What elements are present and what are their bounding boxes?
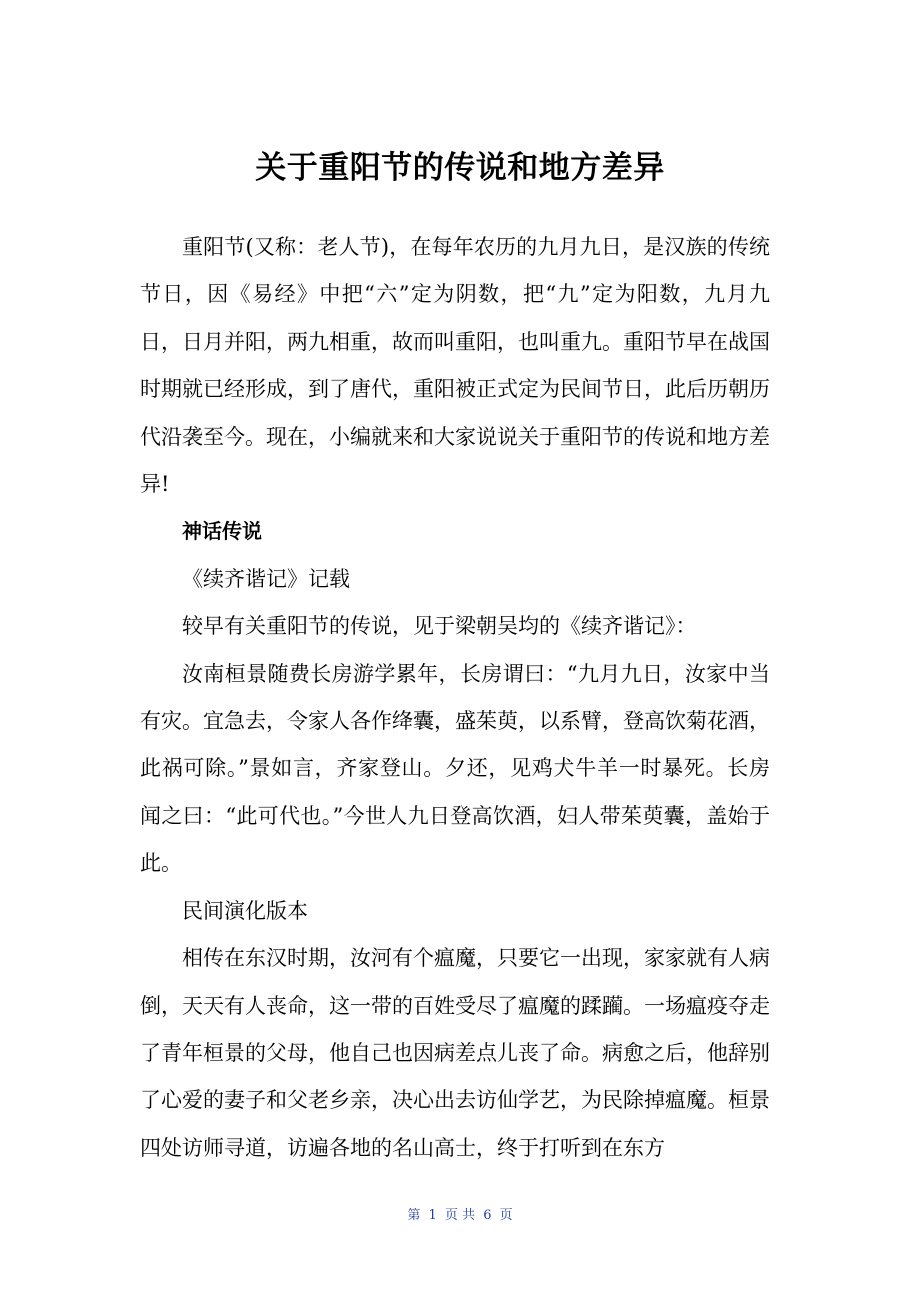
document-body <box>140 224 770 1172</box>
subsection-title-1: 《续齐谐记》记载 <box>182 566 350 591</box>
footer-suffix: 页 <box>499 1208 513 1223</box>
document-title: 关于重阳节的传说和地方差异 <box>255 150 665 186</box>
paragraph-1: 较早有关重阳节的传说，见于梁朝吴均的《续齐谐记》： <box>182 614 697 639</box>
current-page-number: 1 <box>428 1208 437 1223</box>
total-page-count: 6 <box>483 1208 492 1223</box>
intro-paragraph: 重阳节(又称：老人节)，在每年农历的九月九日，是汉族的传统节日，因《易经》中把“六”定为阴数，把“九”定为阳数，九月九日，日月并阳，两九相重，故而叫重阳，也叫重九。重阳节早在战国时期就已经形成，到了唐代，重阳被正式定为民间节日，此后历朝历代沿袭至今。现在，小编就来和大家说说关于重阳节的传说和地方差异! <box>140 235 770 497</box>
section-heading: 神话传说 <box>182 519 262 544</box>
footer-prefix: 第 <box>407 1208 421 1223</box>
subsection-title-2: 民间演化版本 <box>182 898 308 923</box>
paragraph-2: 汝南桓景随费长房游学累年，长房谓曰：“九月九日，汝家中当有灾。宜急去，令家人各作绛囊，盛茱萸，以系臂，登高饮菊花酒，此祸可除。”景如言，齐家登山。夕还，见鸡犬牛羊一时暴死。长房闻之曰：“此可代也。”今世人九日登高饮酒，妇人带茱萸囊，盖始于此。 <box>140 661 770 876</box>
paragraph-3: 相传在东汉时期，汝河有个瘟魔，只要它一出现，家家就有人病倒，天天有人丧命，这一带的百姓受尽了瘟魔的蹂躏。一场瘟疫夺走了青年桓景的父母，他自己也因病差点儿丧了命。病愈之后，他辞别了心爱的妻子和父老乡亲，决心出去访仙学艺，为民除掉瘟魔。桓景四处访师寻道，访遍各地的名山高士，终于打听到在东方 <box>140 946 770 1160</box>
footer-middle: 页 共 <box>444 1208 476 1223</box>
page-footer <box>0 1206 920 1226</box>
